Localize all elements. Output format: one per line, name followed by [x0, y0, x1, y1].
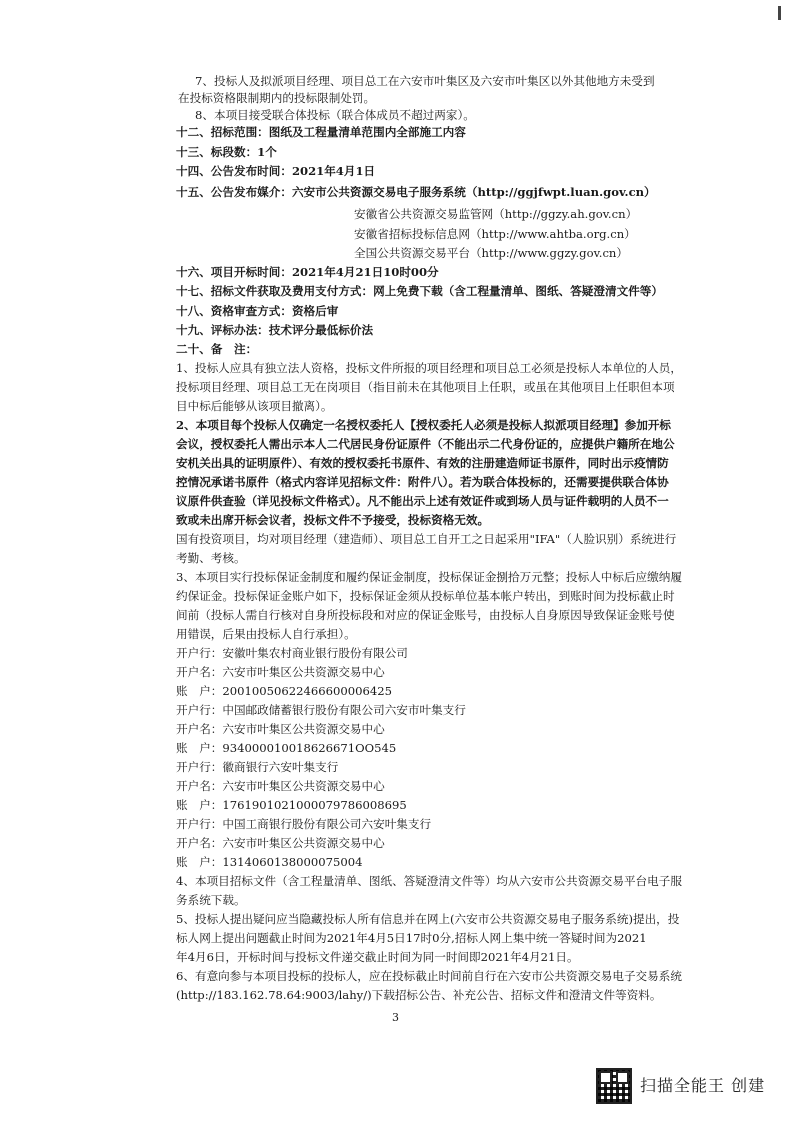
text-line: 务系统下载。: [176, 893, 246, 907]
qr-code-icon: [596, 1068, 632, 1104]
text-line: 目中标后能够从该项目撤离）。: [176, 399, 333, 413]
text-line: 议原件供查验（详见投标文件格式）。凡不能出示上述有效证件或到场人员与证件载明的人员不一: [176, 494, 669, 508]
text-line: 考勤、考核。: [176, 551, 246, 565]
text-line: 间前（投标人需自行核对自身所投标段和对应的保证金账号，由投标人自身原因导致保证金账号使: [176, 608, 675, 622]
text-line: 1、投标人应具有独立法人资格，投标文件所报的项目经理和项目总工必须是投标人本单位的人员，: [176, 361, 682, 375]
section-heading: 十四、公告发布时间：2021年4月1日: [176, 164, 376, 178]
scanner-watermark: [596, 1068, 765, 1104]
text-line: (http://183.162.78.64:9003/lahy/)下载招标公告、补充公告、招标文件和澄清文件等资料。: [176, 988, 662, 1002]
text-line: 4、本项目招标文件（含工程量清单、图纸、答疑澄清文件等）均从六安市公共资源交易平台电子服: [176, 874, 682, 888]
watermark-text: 扫描全能王 创建: [640, 1075, 766, 1095]
text-line: 开户名：六安市叶集区公共资源交易中心: [176, 665, 385, 679]
section-heading: 十七、招标文件获取及费用支付方式：网上免费下载（含工程量清单、图纸、答疑澄清文件等）: [176, 284, 663, 298]
section-heading: 十二、招标范围：图纸及工程量清单范围内全部施工内容: [176, 125, 466, 139]
text-line: 开户行：徽商银行六安叶集支行: [176, 760, 339, 774]
section-heading: 十九、评标办法：技术评分最低标价法: [176, 323, 374, 337]
text-line: 在投标资格限制期内的投标限制处罚。: [178, 91, 376, 105]
text-line: 开户行：安徽叶集农村商业银行股份有限公司: [176, 646, 408, 660]
text-line: 全国公共资源交易平台（http://www.ggzy.gov.cn）: [354, 246, 628, 260]
text-line: 安徽省招标投标信息网（http://www.ahtba.org.cn）: [354, 227, 636, 241]
text-line: 3、本项目实行投标保证金制度和履约保证金制度，投标保证金捌拾万元整；投标人中标后应缴纳履: [176, 570, 682, 584]
text-line: 开户名：六安市叶集区公共资源交易中心: [176, 779, 385, 793]
text-line: 安徽省公共资源交易监管网（http://ggzy.ah.gov.cn）: [354, 207, 638, 221]
page-number: 3: [392, 1011, 399, 1024]
text-line: 投标项目经理、项目总工无在岗项目（指目前未在其他项目上任职，或虽在其他项目上任职但本项: [176, 380, 675, 394]
text-line: 开户行：中国邮政储蓄银行股份有限公司六安市叶集支行: [176, 703, 466, 717]
section-heading: 十三、标段数：1个: [176, 145, 277, 159]
section-heading: 十八、资格审查方式：资格后审: [176, 304, 339, 318]
text-line: 2、本项目每个投标人仅确定一名授权委托人【授权委托人必须是投标人拟派项目经理】参加开标: [176, 418, 672, 432]
section-heading: 十六、项目开标时间：2021年4月21日10时00分: [176, 265, 439, 279]
text-line: 7、投标人及拟派项目经理、项目总工在六安市叶集区及六安市叶集区以外其他地方未受到: [195, 74, 655, 88]
text-line: 安机关出具的证明原件）、有效的授权委托书原件、有效的注册建造师证书原件，同时出示疫情防: [176, 456, 669, 470]
text-line: 开户名：六安市叶集区公共资源交易中心: [176, 722, 385, 736]
text-line: 致或未出席开标会议者，投标文件不予接受，投标资格无效。: [176, 513, 490, 527]
scan-corner-mark: [778, 6, 781, 20]
text-line: 约保证金。投标保证金账户如下，投标保证金须从投标单位基本帐户转出，到账时间为投标截止时: [176, 589, 675, 603]
text-line: 会议，授权委托人需出示本人二代居民身份证原件（不能出示二代身份证的，应提供户籍所在地公: [176, 437, 675, 451]
text-line: 账 户：1314060138000075004: [176, 855, 363, 869]
text-line: 开户名：六安市叶集区公共资源交易中心: [176, 836, 385, 850]
text-line: 开户行：中国工商银行股份有限公司六安叶集支行: [176, 817, 432, 831]
section-heading: 二十、备 注：: [176, 342, 258, 356]
section-heading: 十五、公告发布媒介：六安市公共资源交易电子服务系统（http://ggjfwpt.luan.gov.cn）: [176, 185, 656, 199]
text-line: 控情况承诺书原件（格式内容详见招标文件：附件八）。若为联合体投标的，还需要提供联合体协: [176, 475, 669, 489]
text-line: 账 户：1761901021000079786008695: [176, 798, 407, 812]
text-line: 标人网上提出问题截止时间为2021年4月5日17时0分,招标人网上集中统一答疑时间为2021: [176, 931, 647, 945]
text-line: 6、有意向参与本项目投标的投标人，应在投标截止时间前自行在六安市公共资源交易电子交易系统: [176, 969, 682, 983]
text-line: 5、投标人提出疑问应当隐藏投标人所有信息并在网上(六安市公共资源交易电子服务系统)提出，投: [176, 912, 680, 926]
text-line: 国有投资项目，均对项目经理（建造师）、项目总工自开工之日起采用"IFA"（人脸识别）系统进行: [176, 532, 677, 546]
text-line: 账 户：934000010018626671OO545: [176, 741, 397, 755]
text-line: 8、本项目接受联合体投标（联合体成员不超过两家）。: [195, 108, 475, 122]
text-line: 年4月6日，开标时间与投标文件递交截止时间为同一时间即2021年4月21日。: [176, 950, 579, 964]
text-line: 用错误，后果由投标人自行承担）。: [176, 627, 356, 641]
text-line: 账 户：20010050622466600006425: [176, 684, 393, 698]
